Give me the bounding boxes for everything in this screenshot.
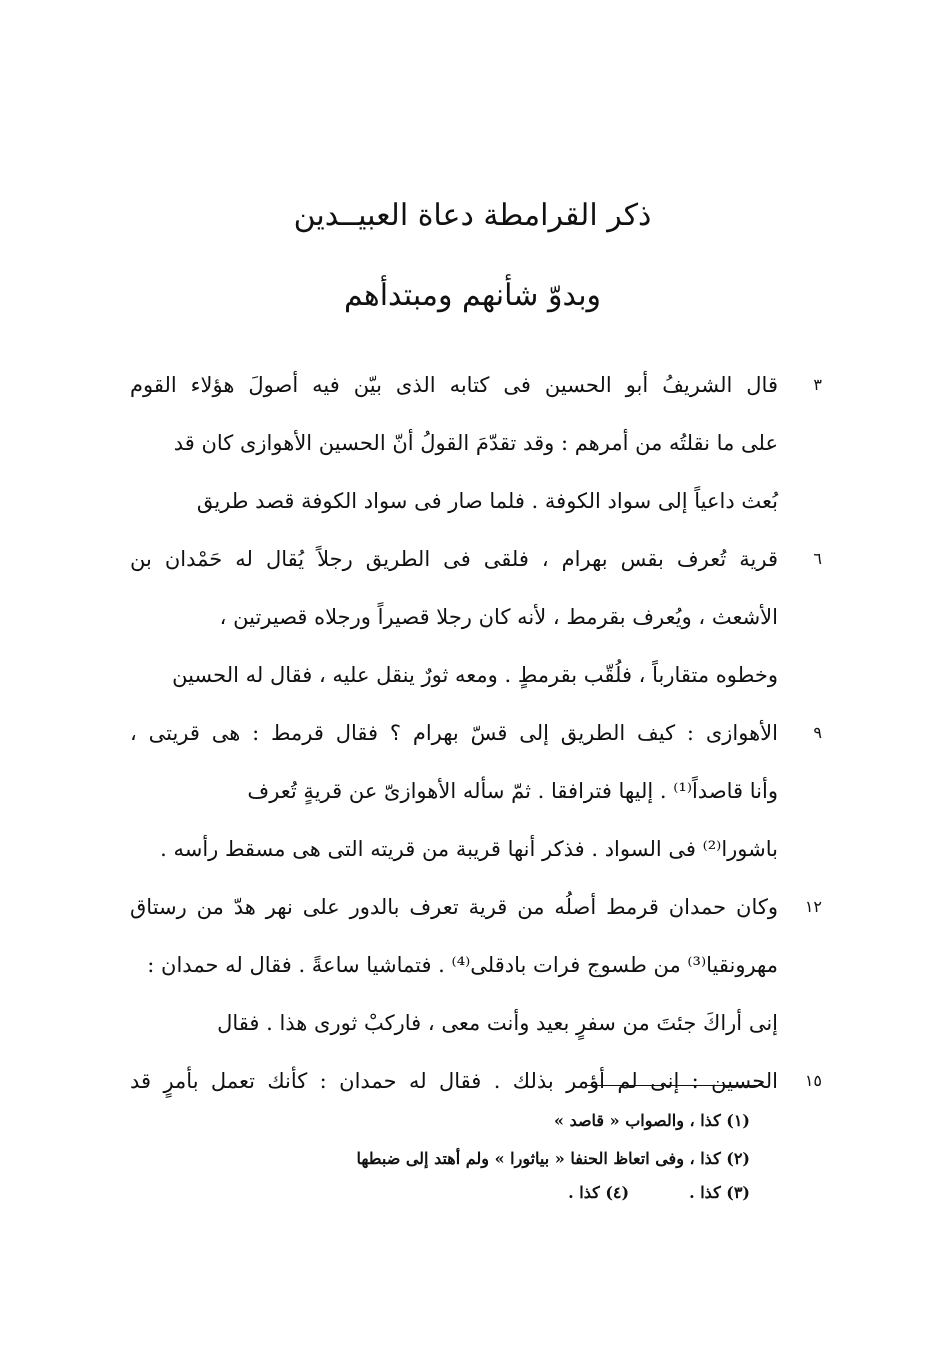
body-line: باشورا⁽²⁾ فى السواد . فذكر أنها قريبة من قريته التى هى مسقط رأسه . [160, 837, 778, 861]
line-number: ١٥ [804, 1071, 822, 1090]
line-number: ٣ [813, 375, 822, 394]
footnote-row [568, 1178, 750, 1208]
chapter-title: ذكر القرامطة دعاة العبيــدين [293, 198, 652, 233]
footnote: (٤) كذا . [568, 1183, 630, 1202]
footnote: (١) كذا ، والصواب « قاصد » [554, 1111, 750, 1130]
line-number: ٦ [813, 549, 822, 568]
line-number: ١٢ [804, 897, 822, 916]
body-line: وكان حمدان قرمط أصلُه من قرية تعرف بالدور على نهر هدّ من رستاق [130, 895, 778, 919]
footnote-divider [585, 1085, 763, 1086]
body-line: مهرونقيا⁽³⁾ من طسوج فرات بادقلى⁽⁴⁾ . فتماشيا ساعةً . فقال له حمدان : [147, 953, 778, 977]
footnote: (٢) كذا ، وفى اتعاظ الحنفا « بياثورا » ولم أهتد إلى ضبطها [356, 1149, 750, 1168]
body-line: قرية تُعرف بقس بهرام ، فلقى فى الطريق رجلاً يُقال له حَمْدان بن [130, 547, 778, 571]
chapter-subtitle: وبدوّ شأنهم ومبتدأهم [343, 278, 602, 313]
body-line: على ما نقلتُه من أمرهم : وقد تقدّمَ القولُ أنّ الحسين الأهوازى كان قد [173, 431, 778, 455]
body-line: الأهوازى : كيف الطريق إلى قسّ بهرام ؟ فقال قرمط : هى قريتى ، [130, 721, 778, 745]
body-line: وخطوه متقارباً ، فلُقّب بقرمطٍ . ومعه ثورٌ ينقل عليه ، فقال له الحسين [172, 663, 778, 687]
body-line: إنى أراكَ جئتَ من سفرٍ بعيد وأنت معى ، فاركبْ ثورى هذا . فقال [217, 1011, 778, 1035]
body-line: بُعث داعياً إلى سواد الكوفة . فلما صار فى سواد الكوفة قصد طريق [196, 489, 778, 513]
footnote: (٣) كذا . [689, 1183, 750, 1202]
body-line: وأنا قاصداً⁽¹⁾ . إليها فترافقا . ثمّ سأله الأهوازىّ عن قريةٍ تُعرف [247, 779, 778, 803]
line-number: ٩ [813, 723, 822, 742]
body-line: الحسين : إنى لم أؤمر بذلك . فقال له حمدان : كأنك تعمل بأمرٍ قد [130, 1069, 778, 1093]
body-line: قال الشريفُ أبو الحسين فى كتابه الذى بيّن فيه أصولَ هؤلاء القوم [130, 373, 778, 397]
body-line: الأشعث ، ويُعرف بقرمط ، لأنه كان رجلا قصيراً ورجلاه قصيرتين ، [219, 605, 778, 629]
